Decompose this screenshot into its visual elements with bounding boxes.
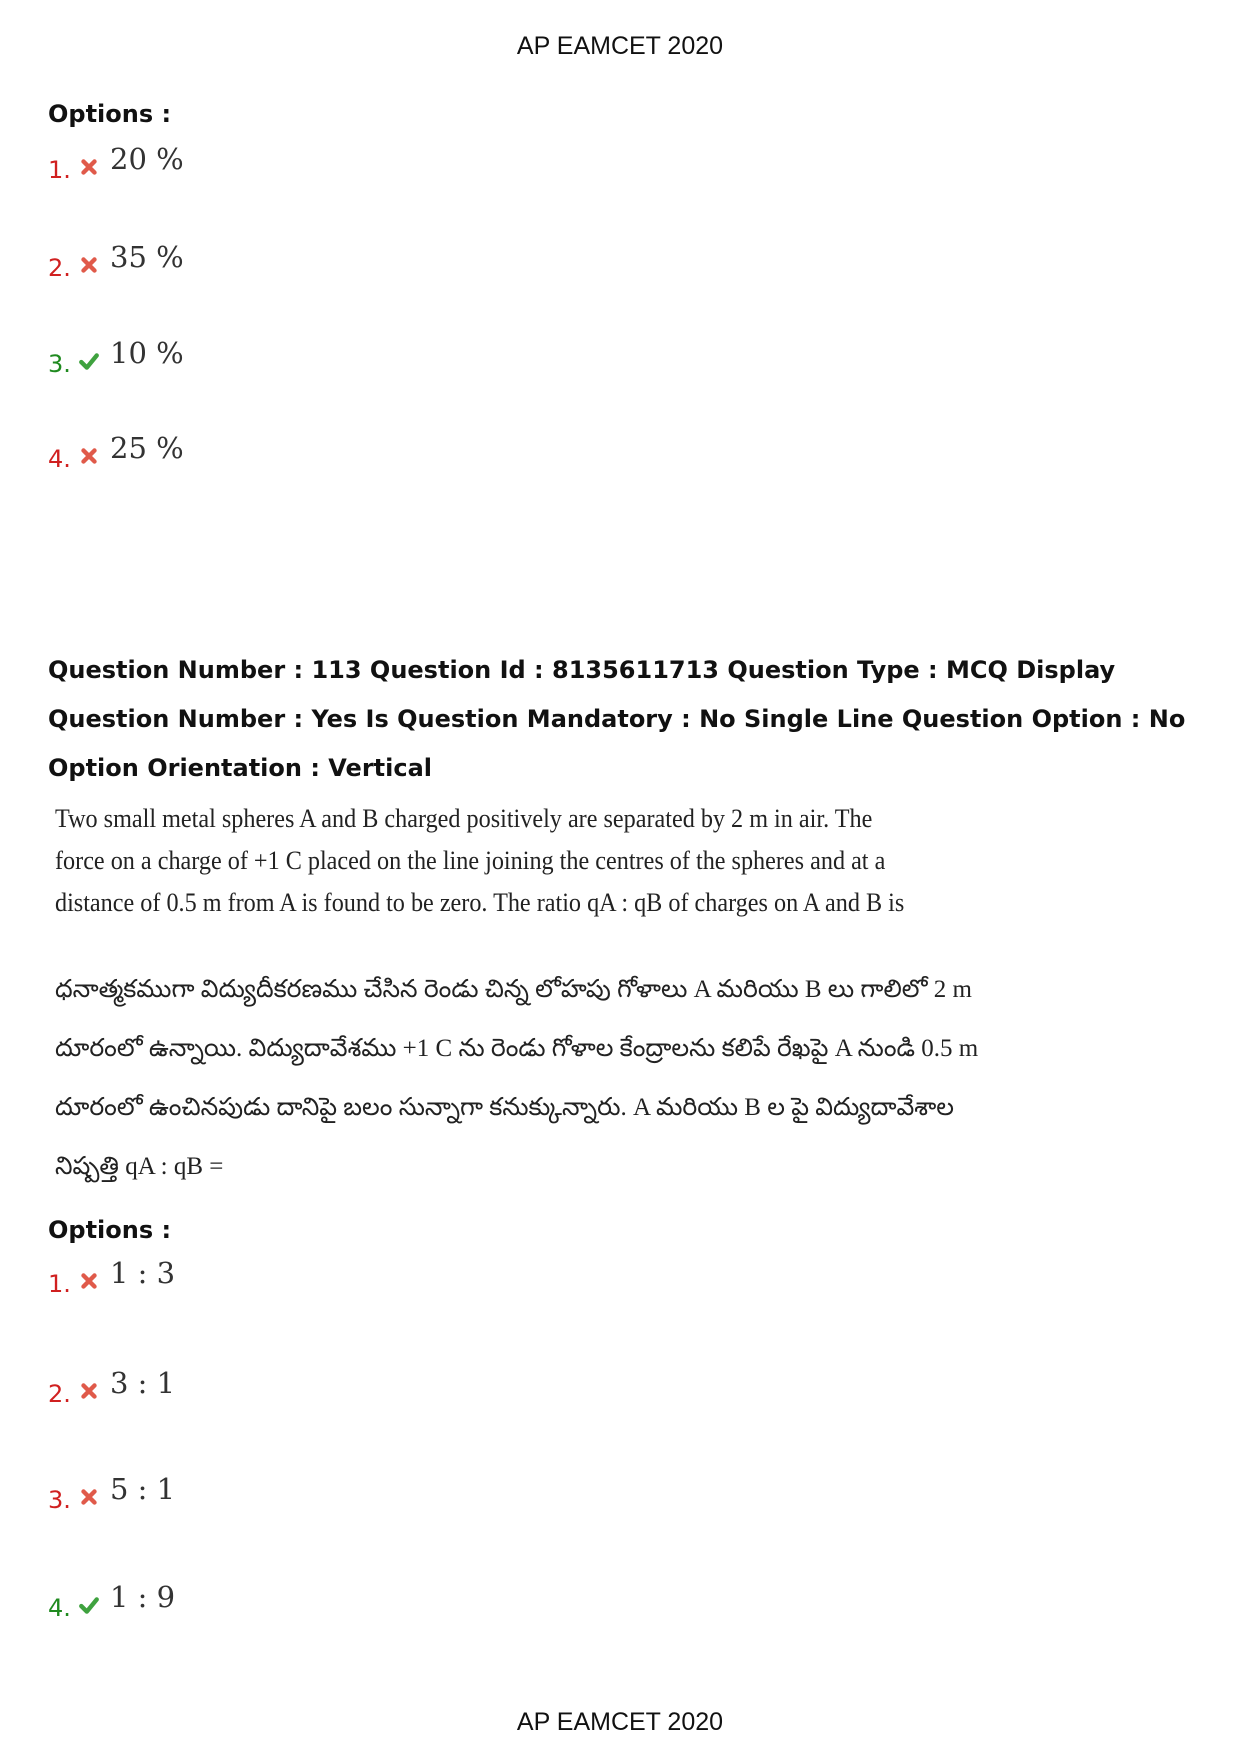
option-value: 1 : 3 [110, 1256, 176, 1290]
question-line: నిష్పత్తి qA : qB = [55, 1153, 224, 1180]
option-value: 25 % [110, 431, 184, 465]
page-footer: AP EAMCET 2020 [516, 1708, 724, 1736]
option-number: 2. [48, 1380, 71, 1408]
question-line: Two small metal spheres A and B charged positively are separated by 2 m in air. The [55, 804, 873, 833]
option-number: 4. [48, 445, 71, 473]
question-text-telugu [55, 960, 1055, 1196]
question-line: దూరంలో ఉంచినపుడు దానిపై బలం సున్నాగా కనుక్కున్నారు. A మరియు B ల పై విద్యుదావేశాల [55, 1094, 955, 1121]
cross-icon [78, 1270, 100, 1292]
option-number: 1. [48, 1270, 71, 1298]
cross-icon [78, 1486, 100, 1508]
option-value: 10 % [110, 336, 184, 370]
check-icon [78, 1594, 100, 1616]
option-number: 3. [48, 350, 71, 378]
question-meta: Question Number : 113 Question Id : 8135611713 Question Type : MCQ Display Question Number : Yes Is Question Mandatory : No Single Line Question Option : No Option Orientation : Vertical [48, 656, 1186, 782]
question-line: distance of 0.5 m from A is found to be zero. The ratio qA : qB of charges on A and B is [55, 888, 905, 917]
option-number: 4. [48, 1594, 71, 1622]
option-number: 2. [48, 254, 71, 282]
options-label: Options : [48, 1216, 172, 1244]
option-value: 1 : 9 [110, 1580, 176, 1614]
check-icon [78, 350, 100, 372]
cross-icon [78, 1380, 100, 1402]
option-value: 35 % [110, 240, 184, 274]
cross-icon [78, 445, 100, 467]
cross-icon [78, 254, 100, 276]
question-text-english [55, 798, 905, 924]
option-value: 5 : 1 [110, 1472, 176, 1506]
question-line: దూరంలో ఉన్నాయి. విద్యుదావేశము +1 C ను రెండు గోళాల కేంద్రాలను కలిపే రేఖపై A నుండి 0.5 m [55, 1035, 979, 1062]
question-line: ధనాత్మకముగా విద్యుదీకరణము చేసిన రెండు చిన్న లోహపు గోళాలు A మరియు B లు గాలిలో 2 m [55, 976, 972, 1003]
option-number: 3. [48, 1486, 71, 1514]
options-label: Options : [48, 100, 172, 128]
option-value: 3 : 1 [110, 1366, 176, 1400]
option-value: 20 % [110, 142, 184, 176]
cross-icon [78, 156, 100, 178]
option-number: 1. [48, 156, 71, 184]
question-line: force on a charge of +1 C placed on the line joining the centres of the spheres and at a [55, 846, 886, 875]
page-header: AP EAMCET 2020 [516, 32, 724, 60]
